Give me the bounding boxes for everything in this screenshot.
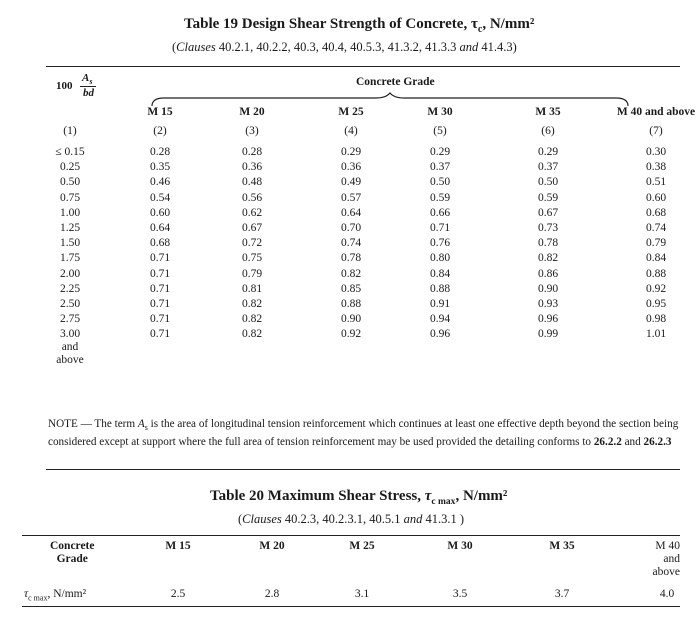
table19-bottom-rule [46, 469, 680, 470]
table19-value-cell: 0.49 [340, 176, 362, 189]
table19-grade-header: M 15 [147, 106, 173, 118]
table19-value-cell: 0.38 [645, 161, 667, 174]
table19-value-cell: 0.48 [241, 176, 263, 189]
table19-value-cell: 0.66 [429, 206, 451, 219]
table20-top-rule [22, 535, 680, 536]
table19-value-cell: 0.82 [340, 267, 362, 280]
table19-value-cell: 0.88 [645, 267, 667, 280]
table19-column-number: (4) [344, 125, 358, 137]
table19-ratio-cell: 0.75 [59, 191, 81, 204]
table19-ratio-cell: 0.25 [59, 161, 81, 174]
table19-value-cell: 0.99 [537, 328, 559, 341]
table19-value-cell: 0.88 [340, 298, 362, 310]
table19-value-cell: 0.60 [149, 206, 171, 219]
table19-value-cell: 0.81 [241, 282, 263, 295]
table19-value-cell: 0.74 [340, 237, 362, 250]
table20-grade-header: M 20 [259, 540, 285, 552]
table19-value-cell: 0.71 [149, 252, 171, 265]
table19-value-cell: 0.68 [149, 237, 171, 250]
table19-value-cell: 0.29 [340, 146, 362, 158]
table19-value-cell: 0.82 [537, 252, 559, 265]
table19-value-cell: 0.93 [537, 298, 559, 310]
table19-value-cell: 0.28 [149, 146, 171, 158]
table19-value-cell: 0.90 [537, 282, 559, 295]
table19-value-cell: 0.78 [340, 252, 362, 265]
table19-value-cell: 0.64 [149, 222, 171, 234]
table19-value-cell: 0.98 [645, 313, 667, 326]
table19-grade-header: M 40 and above [616, 106, 696, 118]
table19-value-cell: 0.71 [149, 298, 171, 310]
table19-note: NOTE — The term $A_s$ is the area of longitudinal tension reinforcement which continues at least one effective depth beyond the section being considered except at support where the full area of tension reinforcement may be used provided the detailing conforms to 26.2.2 and 26.2.3 [48, 418, 679, 449]
table19-value-cell: 0.46 [149, 176, 171, 189]
table19-value-cell: 0.72 [241, 237, 263, 250]
table19-value-cell: 0.79 [645, 237, 667, 250]
table20-title: Table 20 Maximum Shear Stress, $\tau_{c max}$, N/mm² [210, 488, 508, 507]
table19-value-cell: 0.54 [149, 191, 171, 204]
table20-clauses: (Clauses 40.2.3, 40.2.3.1, 40.5.1 and 41.3.1 ) [238, 512, 465, 526]
table19-value-cell: 0.92 [340, 328, 362, 341]
table19-value-cell: 0.29 [537, 146, 559, 158]
table19-value-cell: 0.51 [645, 176, 667, 189]
table19-value-cell: 0.71 [149, 282, 171, 295]
table19-value-cell: 0.84 [429, 267, 451, 280]
table19-value-cell: 0.84 [645, 252, 667, 265]
table19-ratio-cell: 1.75 [59, 252, 81, 265]
table19-value-cell: 0.28 [241, 146, 263, 158]
table20-value-cell: 2.5 [170, 588, 186, 600]
table19-column-number: (1) [63, 125, 77, 137]
table19-value-cell: 0.35 [149, 161, 171, 174]
table19-value-cell: 0.37 [429, 161, 451, 174]
table19-value-cell: 0.60 [645, 191, 667, 204]
table19-value-cell: 0.68 [645, 206, 667, 219]
table19-ratio-cell: 1.00 [59, 206, 81, 219]
table19-value-cell: 0.78 [537, 237, 559, 250]
table19-column-number: (6) [541, 125, 555, 137]
table19-value-cell: 0.59 [429, 191, 451, 204]
table20-value-label: $\tau_{c max}$, N/mm² [24, 588, 87, 603]
table20-value-cell: 3.1 [354, 588, 370, 600]
table19-value-cell: 0.57 [340, 191, 362, 204]
table20-last-grade: M 40 and above [652, 540, 680, 578]
table19-value-cell: 0.36 [340, 161, 362, 174]
table20-grade-header: M 30 [447, 540, 473, 552]
table19-value-cell: 0.50 [537, 176, 559, 189]
table19-value-cell: 0.91 [429, 298, 451, 310]
table19-value-cell: 0.37 [537, 161, 559, 174]
table19-grade-header: M 35 [535, 106, 561, 118]
concrete-grade-header: Concrete Grade [356, 76, 435, 88]
table19-value-cell: 0.67 [537, 206, 559, 219]
table19-value-cell: 0.64 [340, 206, 362, 219]
table19-value-cell: 0.90 [340, 313, 362, 326]
table19-column-number: (2) [153, 125, 167, 137]
table20-value-cell: 4.0 [659, 588, 675, 600]
table19-value-cell: 0.29 [429, 146, 451, 158]
table19-value-cell: 0.94 [429, 313, 451, 326]
table19-value-cell: 0.62 [241, 206, 263, 219]
table19-value-cell: 0.76 [429, 237, 451, 250]
table19-value-cell: 0.71 [149, 267, 171, 280]
table19-ratio-cell: ≤ 0.15 [55, 146, 85, 158]
table19-value-cell: 0.67 [241, 222, 263, 234]
table19-value-cell: 0.71 [149, 313, 171, 326]
table19-value-cell: 0.92 [645, 282, 667, 295]
table19-value-cell: 0.59 [537, 191, 559, 204]
table19-value-cell: 0.56 [241, 191, 263, 204]
table19-value-cell: 0.96 [537, 313, 559, 326]
table19-column-number: (3) [245, 125, 259, 137]
table19-ratio-cell-suffix: above [56, 354, 84, 367]
table19-value-cell: 0.50 [429, 176, 451, 189]
table20-grade-header: M 35 [549, 540, 575, 552]
table19-ratio-cell: 1.25 [59, 222, 81, 234]
table20-grade-header: M 25 [349, 540, 375, 552]
table19-value-cell: 0.88 [429, 282, 451, 295]
table20-value-cell: 3.7 [554, 588, 570, 600]
table19-value-cell: 0.79 [241, 267, 263, 280]
table19-title: Table 19 Design Shear Strength of Concrete, $\tau_c$, N/mm² [184, 16, 535, 35]
table19-top-rule [46, 66, 680, 67]
table19-value-cell: 0.82 [241, 328, 263, 341]
table19-ratio-cell: 2.25 [59, 282, 81, 295]
table20-grade-header: M 15 [165, 540, 191, 552]
table19-value-cell: 0.75 [241, 252, 263, 265]
table19-value-cell: 0.86 [537, 267, 559, 280]
table20-value-cell: 2.8 [264, 588, 280, 600]
table19-value-cell: 0.82 [241, 313, 263, 326]
table19-value-cell: 1.01 [645, 328, 667, 341]
table19-grade-header: M 25 [338, 106, 364, 118]
table19-clauses: (Clauses 40.2.1, 40.2.2, 40.3, 40.4, 40.5.3, 41.3.2, 41.3.3 and 41.4.3) [172, 40, 517, 54]
table19-ratio-cell: 3.00 [59, 328, 81, 341]
table19-ratio-cell: 2.75 [59, 313, 81, 326]
table20-bottom-rule [22, 606, 680, 607]
table19-value-cell: 0.85 [340, 282, 362, 295]
table19-grade-header: M 30 [427, 106, 453, 118]
table19-value-cell: 0.82 [241, 298, 263, 310]
table19-value-cell: 0.95 [645, 298, 667, 310]
table19-value-cell: 0.36 [241, 161, 263, 174]
table19-ratio-cell: 2.50 [59, 298, 81, 310]
table19-column-number: (5) [433, 125, 447, 137]
table19-grade-header: M 20 [239, 106, 265, 118]
table19-ratio-cell-suffix: and [61, 341, 79, 354]
table19-ratio-cell: 1.50 [59, 237, 81, 250]
table19-value-cell: 0.71 [149, 328, 171, 341]
table19-value-cell: 0.73 [537, 222, 559, 234]
table19-value-cell: 0.71 [429, 222, 451, 234]
table20-row-header: Concrete Grade [50, 540, 95, 565]
table19-value-cell: 0.30 [645, 146, 667, 158]
table19-ratio-cell: 0.50 [59, 176, 81, 189]
table19-value-cell: 0.96 [429, 328, 451, 341]
table20-value-cell: 3.5 [452, 588, 468, 600]
table19-value-cell: 0.70 [340, 222, 362, 234]
table19-column-number: (7) [649, 125, 663, 137]
table19-ratio-cell: 2.00 [59, 267, 81, 280]
table19-value-cell: 0.74 [645, 222, 667, 234]
ratio-numerator: $A_s$ [82, 72, 93, 87]
table19-value-cell: 0.80 [429, 252, 451, 265]
